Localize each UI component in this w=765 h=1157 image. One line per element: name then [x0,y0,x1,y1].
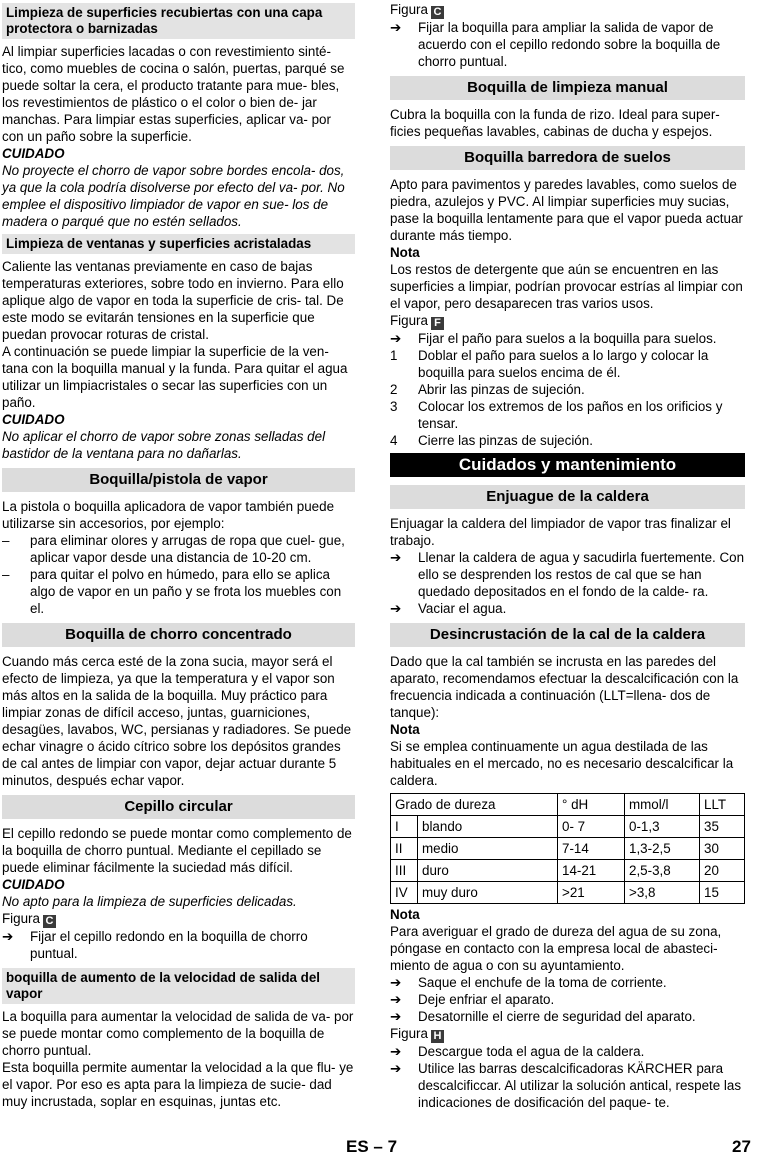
table-cell: blando [418,816,558,838]
dash-list [2,532,355,617]
list-item-text: Vaciar el agua. [418,601,507,616]
table-cell: >3,8 [625,882,700,904]
figure-letter-icon: H [431,1030,444,1043]
figure-ref [390,312,745,330]
list-item-text: Utilice las barras descalcificadoras KÄRCHER para descalcificcar. Al utilizar la solución antical, respete las indicaciones de dosificación del paque- te. [418,1061,742,1110]
figure-ref [390,1025,745,1043]
section-heading-velocity-nozzle: boquilla de aumento de la velocidad de salida del vapor [2,968,355,1004]
table-row [391,838,745,860]
chapter-heading: Cuidados y mantenimiento [390,453,745,477]
arrow-list [2,928,355,962]
paragraph: Cubra la boquilla con la funda de rizo. Ideal para super- ficies pequeñas lavables, cabinas de ducha y espejos. [390,107,720,139]
list-item-text: Descargue toda el agua de la caldera. [418,1044,645,1059]
paragraph: Cuando más cerca esté de la zona sucia, mayor será el efecto de limpieza, ya que la temperatura y el vapor son más altos en la salida de la boquilla. Muy práctico para limpiar zonas de difícil acceso, juntas, guarniciones, desagües, lavabos, WC, persianas y radiadores. Se puede echar vinagre o ácido cítrico sobre los depósitos grandes de cal antes de limpiar con vapor, dejar actuar durante 5 minutos, después echar vapor. [2,654,352,788]
table-header-cell: LLT [700,794,745,816]
list-item-text: Fijar la boquilla para ampliar la salida de vapor de acuerdo con el cepillo redondo sobre la boquilla de chorro puntual. [418,20,721,69]
section-heading-coated-surfaces: Limpieza de superficies recubiertas con una capa protectora o barnizadas [2,3,355,39]
table-cell: 30 [700,838,745,860]
list-item-text: para quitar el polvo en húmedo, para ello se aplica algo de vapor en un paño y se frota los muebles con el. [30,567,342,616]
note-text: Los restos de detergente que aún se encuentren en las superficies a limpiar, podrían provocar estrías al limpiar con el vapor, pero desaparecen tras varios usos. [390,262,743,311]
list-item-text: Fijar el paño para suelos a la boquilla para suelos. [418,331,717,346]
list-marker: 4 [390,433,398,448]
list-item-text: Fijar el cepillo redondo en la boquilla de chorro puntual. [30,929,308,961]
list-item [390,432,745,449]
table-cell: medio [418,838,558,860]
table-cell: 20 [700,860,745,882]
arrow-right-icon: ➔ [2,929,14,944]
table-cell: I [391,816,418,838]
arrow-right-icon: ➔ [390,20,402,35]
arrow-right-icon: ➔ [390,1009,402,1024]
arrow-right-icon: ➔ [390,992,402,1007]
arrow-right-icon: ➔ [390,550,402,565]
paragraph: El cepillo redondo se puede montar como complemento de la boquilla de chorro puntual. Mediante el cepillado se puede eliminar fácilmente la suciedad más difícil. [2,826,352,875]
list-item-text: Deje enfriar el aparato. [418,992,555,1007]
list-marker: 1 [390,348,398,363]
water-hardness-table [390,793,745,904]
list-item-text: Desatornille el cierre de seguridad del aparato. [418,1009,696,1024]
list-item-text: Llenar la caldera de agua y sacudirla fuertemente. Con ello se desprenden los restos de cal que se han quedado depositados en el fondo de la calde- ra. [418,550,745,599]
list-item [390,600,745,617]
section-band-circular-brush: Cepillo circular [2,795,355,819]
figure-label: Figura [390,2,428,17]
figure-letter-icon: F [431,317,444,330]
paragraph: La pistola o boquilla aplicadora de vapor también puede utilizarse sin accesorios, por ejemplo: [2,499,335,531]
section-band-boiler-rinse: Enjuague de la caldera [390,485,745,509]
paragraph: Enjuagar la caldera del limpiador de vapor tras finalizar el trabajo. [390,516,731,548]
list-item [390,991,745,1008]
note-text: Si se emplea continuamente un agua destilada de las habituales en el mercado, no es necesario descalcificar la caldera. [390,739,734,788]
paragraph: Esta boquilla permite aumentar la velocidad a la que flu- ye el vapor. Por eso es apta para la limpieza de sucie- dad muy incrustada, soplar en esquinas, juntas etc. [2,1060,354,1109]
table-cell: 15 [700,882,745,904]
paragraph: Dado que la cal también se incrusta en las paredes del aparato, recomendamos efectuar la descalcificación con la frecuencia indicada a continuación (LLT=llena- dos de tanque): [390,654,739,720]
table-cell: 0-1,3 [625,816,700,838]
note-label: Nota [390,245,420,260]
figure-label: Figura [390,1026,428,1041]
arrow-right-icon: ➔ [390,975,402,990]
list-item-text: para eliminar olores y arrugas de ropa que cuel- gue, aplicar vapor desde una distancia de 10-20 cm. [30,533,345,565]
table-header-cell: Grado de dureza [391,794,558,816]
section-band-steam-gun: Boquilla/pistola de vapor [2,468,355,492]
section-band-descaling: Desincrustación de la cal de la caldera [390,623,745,647]
note-label: Nota [390,722,420,737]
table-cell: duro [418,860,558,882]
arrow-right-icon: ➔ [390,601,402,616]
left-column [2,3,355,1110]
list-item [2,928,355,962]
list-marker: – [2,567,10,582]
caution-label: CUIDADO [2,146,65,161]
note-label: Nota [390,907,420,922]
paragraph: A continuación se puede limpiar la superficie de la ven- tana con la boquilla manual y la funda. Para quitar el agua utilizar un limpiacristales o secar las superficies con un paño. [2,344,348,410]
table-cell: >21 [558,882,625,904]
list-item [390,330,745,347]
caution-label: CUIDADO [2,412,65,427]
paragraph: Al limpiar superficies lacadas o con revestimiento sinté- tico, como muebles de cocina o salón, puertas, parqué se puede soltar la cera, el producto tratante para mue- bles, los revestimientos de plástico o el color o bien de- jar manchas. Para limpiar estas superficies, aplicar va- por con un paño sobre la superficie. [2,44,345,144]
table-cell: 7-14 [558,838,625,860]
list-item [390,549,745,600]
list-item [390,1008,745,1025]
table-header-cell: mmol/l [625,794,700,816]
list-marker: 2 [390,382,398,397]
list-item-text: Cierre las pinzas de sujeción. [418,433,593,448]
note-text: Para averiguar el grado de dureza del agua de su zona, póngase en contacto con la empresa local de abasteci- miento de agua o con su ayuntamiento. [390,924,722,973]
caution-label: CUIDADO [2,877,65,892]
footer-lang-page: ES – 7 [346,1137,398,1156]
arrow-list [390,1043,745,1111]
list-item [390,1043,745,1060]
list-item-text: Colocar los extremos de los paños en los orificios y tensar. [418,399,723,431]
figure-label: Figura [2,911,40,926]
list-item [390,347,745,381]
table-cell: 2,5-3,8 [625,860,700,882]
list-item [2,566,355,617]
table-cell: 0- 7 [558,816,625,838]
arrow-right-icon: ➔ [390,1061,402,1076]
table-cell: IV [391,882,418,904]
footer-page-number: 27 [732,1137,751,1156]
table-cell: 14-21 [558,860,625,882]
caution-text: No apto para la limpieza de superficies delicadas. [2,894,297,909]
list-item [390,19,745,70]
list-item-text: Doblar el paño para suelos a lo largo y colocar la boquilla para suelos encima de él. [418,348,709,380]
arrow-list [390,549,745,617]
paragraph: Apto para pavimentos y paredes lavables, como suelos de piedra, azulejos y PVC. Al limpiar superficies muy sucias, pase la boquilla lentamente para que el vapor pueda actuar durante más tiempo. [390,177,743,243]
list-marker: 3 [390,399,398,414]
figure-letter-icon: C [431,6,444,19]
table-row [391,882,745,904]
arrow-right-icon: ➔ [390,1044,402,1059]
list-item-text: Abrir las pinzas de sujeción. [418,382,585,397]
steps-list [390,330,745,449]
table-header-cell: ° dH [558,794,625,816]
figure-ref [2,910,355,928]
section-band-manual-nozzle: Boquilla de limpieza manual [390,76,745,100]
list-item [390,381,745,398]
table-row [391,860,745,882]
table-row [391,816,745,838]
caution-text: No proyecte el chorro de vapor sobre bordes encola- dos, ya que la cola podría disolverse por efecto del va- por. No emplee el dispositivo limpiador de vapor en sue- los de madera o parqué que no estén sellados. [2,163,345,229]
arrow-list [390,974,745,1025]
right-column [390,1,745,1111]
section-band-concentrated-nozzle: Boquilla de chorro concentrado [2,623,355,647]
table-cell: 35 [700,816,745,838]
table-cell: III [391,860,418,882]
table-header-row [391,794,745,816]
caution-text: No aplicar el chorro de vapor sobre zonas selladas del bastidor de la ventana para no dañarlas. [2,429,326,461]
arrow-list [390,19,745,70]
paragraph: La boquilla para aumentar la velocidad de salida de va- por se puede montar como complemento de la boquilla de chorro puntual. [2,1009,354,1058]
list-item-text: Saque el enchufe de la toma de corriente. [418,975,667,990]
list-item [390,1060,745,1111]
list-item [390,974,745,991]
list-item [2,532,355,566]
table-cell: 1,3-2,5 [625,838,700,860]
table-cell: muy duro [418,882,558,904]
table-cell: II [391,838,418,860]
figure-ref [390,1,745,19]
paragraph: Caliente las ventanas previamente en caso de bajas temperaturas exteriores, sobre todo en invierno. Para ello aplique algo de vapor en toda la superficie de cris- tal. De este modo se evitarán tensiones en la superficie que puedan provocar roturas de cristal. [2,259,344,342]
section-band-floor-nozzle: Boquilla barredora de suelos [390,146,745,170]
arrow-right-icon: ➔ [390,331,402,346]
section-heading-windows: Limpieza de ventanas y superficies acristaladas [2,234,355,254]
figure-label: Figura [390,313,428,328]
list-item [390,398,745,432]
figure-letter-icon: C [43,915,56,928]
list-marker: – [2,533,10,548]
